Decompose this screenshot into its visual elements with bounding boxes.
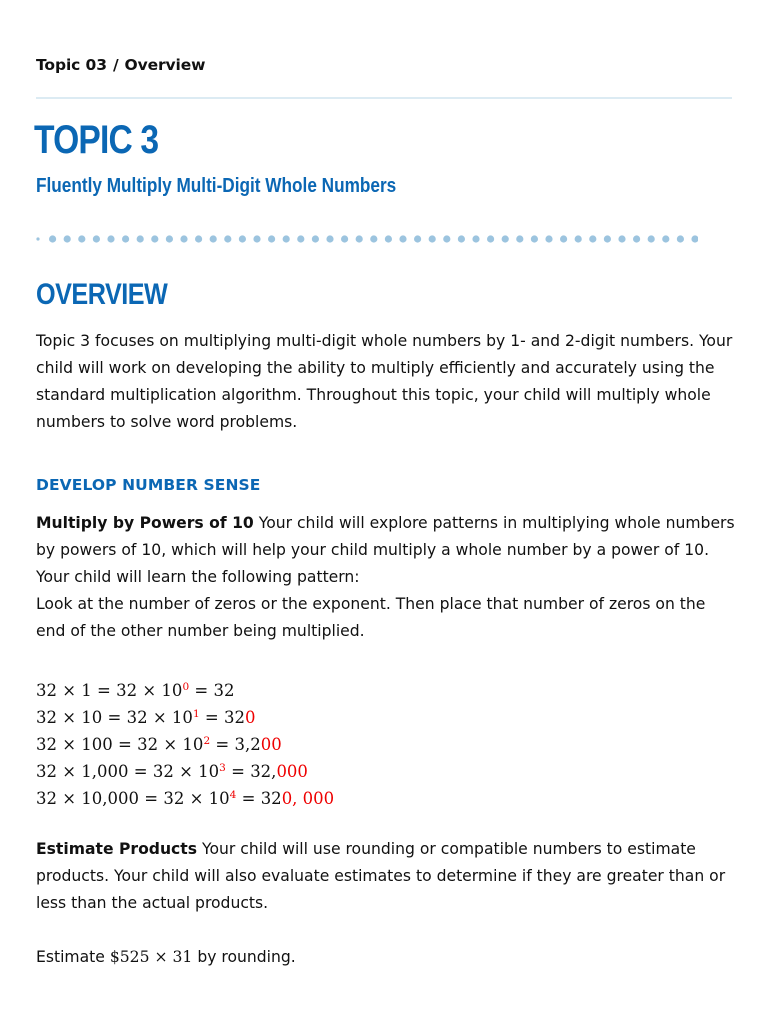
powers-of-ten-lead: Multiply by Powers of 10 — [36, 514, 254, 532]
divider-dot — [78, 235, 85, 242]
divider-dot — [575, 235, 582, 242]
overview-paragraph: Topic 3 focuses on multiplying multi-digit whole numbers by 1- and 2-digit numbers. Your child will work on developing the ability to multiply efficiently and accurately using the standard multiplication algorithm. Throughout this topic, your child will multiply whole numbers to solve word problems. — [36, 332, 733, 431]
divider-dot — [93, 235, 100, 242]
divider-dot — [151, 235, 158, 242]
equation-line: $32 \times 10 = 32 \times 10^1 = 320$ — [36, 708, 256, 727]
estimate-products-lead: Estimate Products — [36, 840, 198, 858]
number-sense-heading: DEVELOP NUMBER SENSE — [36, 476, 261, 494]
divider-dot — [399, 235, 406, 242]
divider-dot — [604, 235, 611, 242]
topic-subtitle: Fluently Multiply Multi-Digit Whole Numbers — [36, 175, 397, 197]
divider-dot — [195, 235, 202, 242]
divider-dot — [166, 235, 173, 242]
divider-dot — [107, 235, 114, 242]
estimate-products-paragraph — [36, 836, 736, 917]
divider-dot — [253, 235, 260, 242]
powers-of-ten-paragraph — [36, 510, 736, 645]
divider-dot — [385, 235, 392, 242]
topic-title: TOPIC 3 — [34, 118, 159, 162]
estimate-expression: $525 × 31 — [109, 948, 193, 966]
equation-list — [36, 674, 334, 809]
dotted-divider — [36, 234, 698, 244]
divider-dot — [458, 235, 465, 242]
equation-line: $32 \times 10,000 = 32 \times 10^4 = 320$, 000 — [36, 789, 335, 808]
breadcrumb — [36, 56, 205, 74]
divider-dot — [49, 235, 56, 242]
equation-line: $32 \times 1,000 = 32 \times 10^3 = 32,000$ — [36, 762, 308, 781]
divider-dot — [677, 235, 684, 242]
divider-dot — [516, 235, 523, 242]
divider-dot — [472, 235, 479, 242]
divider-dot — [662, 235, 669, 242]
overview-heading: OVERVIEW — [36, 278, 168, 311]
divider-dot — [414, 235, 421, 242]
breadcrumb-topic-link[interactable]: Topic 03 — [36, 56, 107, 74]
divider-dot — [180, 235, 187, 242]
divider-dot — [283, 235, 290, 242]
breadcrumb-separator: / — [112, 56, 119, 74]
divider-dot — [589, 235, 596, 242]
divider-dot — [443, 235, 450, 242]
estimate-example: Estimate $525 × 31 by rounding. — [36, 948, 296, 966]
equation-line: $32 \times 100 = 32 \times 10^2 = 3,200$ — [36, 735, 282, 754]
divider-dot — [429, 235, 436, 242]
divider-dot — [224, 235, 231, 242]
divider-dot — [531, 235, 538, 242]
breadcrumb-current: Overview — [124, 56, 206, 74]
powers-of-ten-text-2: Look at the number of zeros or the exponent. Then place that number of zeros on the end of the other number being multiplied. — [36, 595, 706, 640]
divider-dot — [268, 235, 275, 242]
divider-dot — [122, 235, 129, 242]
divider-dot — [633, 235, 640, 242]
divider-dot — [370, 235, 377, 242]
divider-dot — [64, 235, 71, 242]
divider-dot — [356, 235, 363, 242]
divider-dot — [341, 235, 348, 242]
equation-line: $32 \times 1 = 32 \times 10^0 = 32$ — [36, 681, 235, 700]
divider-dot — [312, 235, 319, 242]
divider-dot — [618, 235, 625, 242]
divider-dot — [210, 235, 217, 242]
divider-dot — [326, 235, 333, 242]
divider-dot — [691, 235, 698, 242]
header-divider — [36, 97, 732, 99]
divider-dot — [487, 235, 494, 242]
divider-dot — [137, 235, 144, 242]
divider-dot — [648, 235, 655, 242]
divider-dot — [239, 235, 246, 242]
divider-dot — [297, 235, 304, 242]
divider-dot — [545, 235, 552, 242]
powers-of-ten-text: Your child will explore patterns in multiplying whole numbers by powers of 10, which will help your child multiply a whole number by a power of 10. Your child will learn the following pattern: — [36, 514, 735, 586]
divider-dot — [36, 237, 39, 240]
divider-dot — [502, 235, 509, 242]
estimate-products-text: Your child will use rounding or compatible numbers to estimate products. Your child will also evaluate estimates to determine if they are greater than or less than the actual products. — [36, 840, 726, 912]
divider-dot — [560, 235, 567, 242]
